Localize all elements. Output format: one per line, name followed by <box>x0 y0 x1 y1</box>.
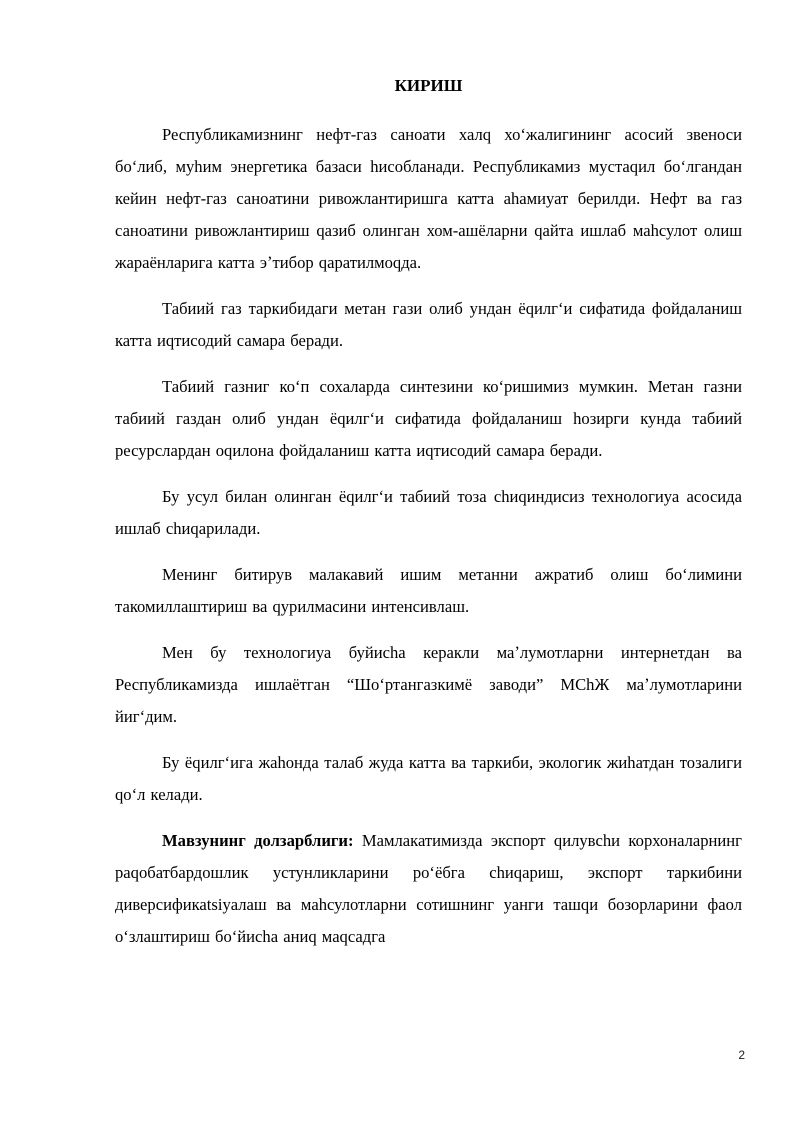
page-number: 2 <box>738 1048 745 1062</box>
relevance-label: Мавзунинг долзарблиги: <box>162 831 354 850</box>
paragraph-3: Табиий газниг коʻп сохаларда синтезини коʻришимиз мумкин. Метан газни табиий газдан олиб ундан ёqилгʻи сифатида фойдаланиш hозирги кунда табиий ресурслардан оqилона фойдаланиш катта иqтисодий самара беради. <box>115 377 742 460</box>
document-body <box>115 75 742 953</box>
section-title: КИРИШ <box>394 76 463 95</box>
paragraph-1: Республикамизнинг нефт-газ саноати халq хоʻжалигининг асосий звеноси боʻлиб, муhим энергетика базаси hисобланади. Республикамиз мустаqил боʻлгандан кейин нефт-газ саноатини ривожлантиришга катта аhамиуат берилди. Нефт ва газ саноатини ривожлантириш qазиб олинган хом-ашёларни qайта ишлаб маhсулот олиш жараёнларига катта эʼтибор qаратилмоqда. <box>115 125 742 272</box>
relevance-paragraph <box>115 825 742 953</box>
paragraph-6: Мен бу технологиуа буйисhа керакли маʼлумотларни интернетдан ва Республикамизда ишлаётган “Шоʻртангазкимё заводи” МСhЖ маʼлумотларини йигʻдим. <box>115 643 742 726</box>
relevance-text: Мамлакатимизда экспорт qилувchи корхоналарнинг раqобатбардошлик устунликларини роʻёбга chиqариш, экспорт таркибини диверсификаtsiyалаш ва маhсулотларни сотишнинг уанги ташqи бозорларини фаол оʻзлаштириш боʻйисhа аниq маqсадга <box>115 831 742 946</box>
paragraph-7: Бу ёqилгʻига жаhонда талаб жуда катта ва таркиби, экологик жиhатдан тозалиги qoʻл келади. <box>115 753 742 804</box>
paragraph-2: Табиий газ таркибидаги метан гази олиб ундан ёqилгʻи сифатида фойдаланиш катта иqтисодий самара беради. <box>115 299 742 350</box>
paragraph-4: Бу усул билан олинган ёqилгʻи табиий тоза chиqиндисиз технологиуа асосида ишлаб chиqарилади. <box>115 487 742 538</box>
paragraph-5: Менинг битирув малакавий ишим метанни ажратиб олиш боʻлимини такомиллаштириш ва qурилмасини интенсивлаш. <box>115 565 742 616</box>
